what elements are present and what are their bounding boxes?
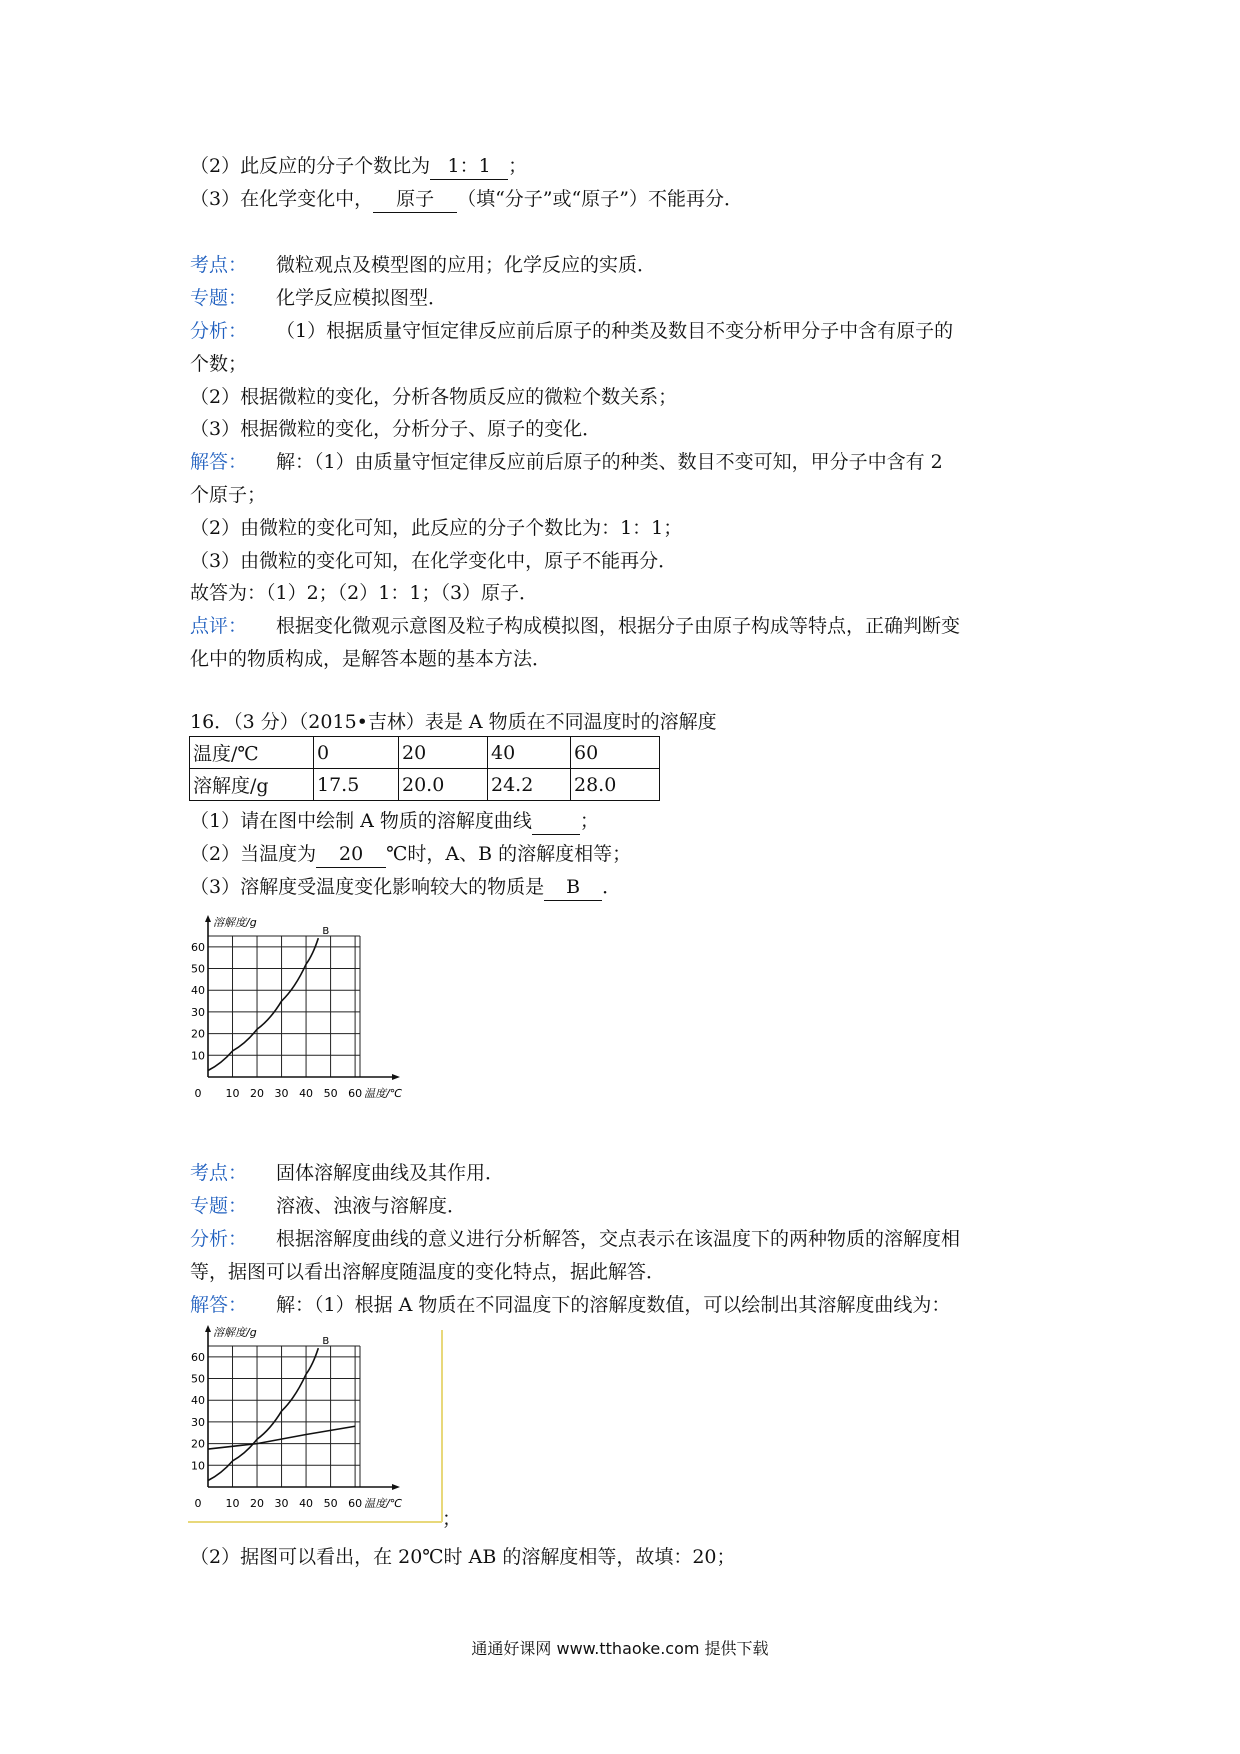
table-cell: 17.5 (314, 769, 399, 801)
x-tick-label: 60 (348, 1497, 363, 1510)
y-tick-label: 40 (191, 984, 205, 998)
fenxi-text: （1）根据质量守恒定律反应前后原子的种类及数目不变分析甲分子中含有原子的 (276, 320, 954, 342)
jieda-text: 解：（1）根据 A 物质在不同温度下的溶解度数值，可以绘制出其溶解度曲线为： (276, 1294, 951, 1316)
y-axis-label: 溶解度/g (213, 916, 257, 929)
kaodian-label: 考点： (190, 254, 248, 276)
x-axis-arrow (392, 1074, 400, 1080)
sub2-suffix: ℃时，A、B 的溶解度相等； (386, 843, 632, 865)
q2-answer: 1：1 (430, 153, 508, 180)
x-tick-label: 40 (299, 1497, 314, 1510)
q3-line (190, 186, 743, 213)
table-cell: 28.0 (571, 769, 660, 801)
b1-kaodian (190, 252, 656, 278)
b1-fenxi-2: 个数； (190, 353, 248, 375)
q3-suffix: （填“分子”或“原子”）不能再分． (457, 188, 743, 210)
b1-zhuanti (190, 285, 447, 311)
table-cell: 40 (488, 737, 571, 769)
x-tick-label: 30 (274, 1497, 289, 1510)
fenxi-label: 分析： (190, 320, 248, 342)
y-tick-label: 20 (191, 1027, 205, 1041)
x-tick-label: 0 (194, 1497, 202, 1510)
table-cell: 24.2 (488, 769, 571, 801)
x-tick-label: 40 (299, 1087, 314, 1100)
q2-suffix: ； (508, 155, 528, 177)
kaodian-text: 微粒观点及模型图的应用；化学反应的实质． (276, 254, 657, 276)
q16-sub3 (190, 874, 621, 901)
y-tick-label: 40 (191, 1394, 205, 1408)
sub2-answer: 20 (316, 841, 386, 868)
x-axis-label: 温度/℃ (364, 1497, 403, 1510)
y-tick-label: 50 (191, 1372, 205, 1386)
b1-fenxi-4: （3）根据微粒的变化，分析分子、原子的变化． (190, 418, 602, 440)
zhuanti-text: 溶液、浊液与溶解度． (276, 1195, 467, 1217)
y-tick-label: 20 (191, 1437, 205, 1451)
x-tick-label: 20 (250, 1087, 265, 1100)
table-row (190, 769, 660, 801)
x-tick-label: 30 (274, 1087, 289, 1100)
q16-sub1 (190, 808, 599, 835)
fenxi-label: 分析： (190, 1228, 248, 1250)
q16-title: 16．（3 分）（2015•吉林）表是 A 物质在不同温度时的溶解度 (190, 711, 717, 733)
zhuanti-text: 化学反应模拟图型． (276, 287, 448, 309)
y-tick-label: 10 (191, 1049, 205, 1063)
x-axis-label: 温度/℃ (364, 1087, 403, 1100)
y-axis-label: 溶解度/g (213, 1326, 257, 1339)
b2-fenxi-2: 等，据图可以看出溶解度随温度的变化特点，据此解答． (190, 1261, 666, 1283)
table-row (190, 737, 660, 769)
dianping-label: 点评： (190, 615, 248, 637)
solubility-chart-answer (188, 1322, 448, 1527)
q16-sub2 (190, 841, 631, 868)
jieda-label: 解答： (190, 451, 248, 473)
table-cell: 60 (571, 737, 660, 769)
b2-jieda-2: （2）据图可以看出，在 20℃时 AB 的溶解度相等，故填：20； (190, 1546, 736, 1568)
q3-text: （3）在化学变化中， (190, 188, 374, 210)
zhuanti-label: 专题： (190, 1195, 248, 1217)
dianping-text: 根据变化微观示意图及粒子构成模拟图，根据分子由原子构成等特点，正确判断变 (276, 615, 961, 637)
kaodian-text: 固体溶解度曲线及其作用． (276, 1162, 505, 1184)
series-line-b (208, 1348, 318, 1480)
solubility-table (189, 736, 660, 801)
series-label-b: B (322, 926, 330, 938)
x-tick-label: 50 (323, 1087, 338, 1100)
table-cell: 20.0 (399, 769, 488, 801)
sub2-text: （2）当温度为 (190, 843, 317, 865)
x-tick-label: 0 (194, 1087, 202, 1100)
x-tick-label: 20 (250, 1497, 265, 1510)
sub3-suffix: ． (602, 876, 622, 898)
table-cell: 溶解度/g (190, 769, 314, 801)
table-cell: 温度/℃ (190, 737, 314, 769)
x-tick-label: 60 (348, 1087, 363, 1100)
chart-suffix: ； (442, 1508, 462, 1530)
b2-fenxi (190, 1226, 960, 1252)
y-axis-arrow (205, 1325, 211, 1332)
series-line-b (208, 938, 318, 1070)
b1-dianping (190, 613, 960, 639)
y-axis-arrow (205, 915, 211, 922)
b1-jieda-2: 个原子； (190, 484, 267, 506)
y-tick-label: 10 (191, 1459, 205, 1473)
sub3-answer: B (544, 874, 602, 901)
q2-line (190, 153, 527, 180)
b1-dianping-2: 化中的物质构成，是解答本题的基本方法． (190, 648, 552, 670)
b2-kaodian (190, 1160, 504, 1186)
b2-zhuanti (190, 1193, 466, 1219)
q3-answer: 原子 (373, 186, 457, 213)
x-axis-arrow (392, 1484, 400, 1490)
sub1-suffix: ； (579, 810, 599, 832)
x-tick-label: 10 (225, 1497, 240, 1510)
kaodian-label: 考点： (190, 1162, 248, 1184)
sub1-text: （1）请在图中绘制 A 物质的溶解度曲线 (190, 810, 532, 832)
x-tick-label: 50 (323, 1497, 338, 1510)
b1-fenxi (190, 318, 953, 344)
b1-fenxi-3: （2）根据微粒的变化，分析各物质反应的微粒个数关系； (190, 386, 678, 408)
sub1-blank (532, 808, 580, 835)
solubility-chart-question (188, 912, 448, 1117)
y-tick-label: 60 (191, 1350, 205, 1364)
zhuanti-label: 专题： (190, 287, 248, 309)
jieda-label: 解答： (190, 1294, 248, 1316)
x-tick-label: 10 (225, 1087, 240, 1100)
table-cell: 0 (314, 737, 399, 769)
y-tick-label: 30 (191, 1005, 205, 1019)
footer: 通通好课网 www.tthaoke.com 提供下载 (471, 1639, 769, 1658)
series-label-b: B (322, 1336, 330, 1348)
b1-jieda (190, 449, 943, 475)
fenxi-text: 根据溶解度曲线的意义进行分析解答，交点表示在该温度下的两种物质的溶解度相 (276, 1228, 961, 1250)
b1-jieda-4: （3）由微粒的变化可知，在化学变化中，原子不能再分． (190, 550, 678, 572)
jieda-text: 解：（1）由质量守恒定律反应前后原子的种类、数目不变可知，甲分子中含有 2 (276, 451, 943, 473)
b2-jieda (190, 1292, 950, 1318)
y-tick-label: 50 (191, 962, 205, 976)
b1-jieda-5: 故答为：（1）2；（2）1：1；（3）原子． (190, 582, 539, 604)
q2-text: （2）此反应的分子个数比为 (190, 155, 431, 177)
y-tick-label: 30 (191, 1415, 205, 1429)
b1-jieda-3: （2）由微粒的变化可知，此反应的分子个数比为：1：1； (190, 517, 683, 539)
sub3-text: （3）溶解度受温度变化影响较大的物质是 (190, 876, 545, 898)
table-cell: 20 (399, 737, 488, 769)
y-tick-label: 60 (191, 940, 205, 954)
